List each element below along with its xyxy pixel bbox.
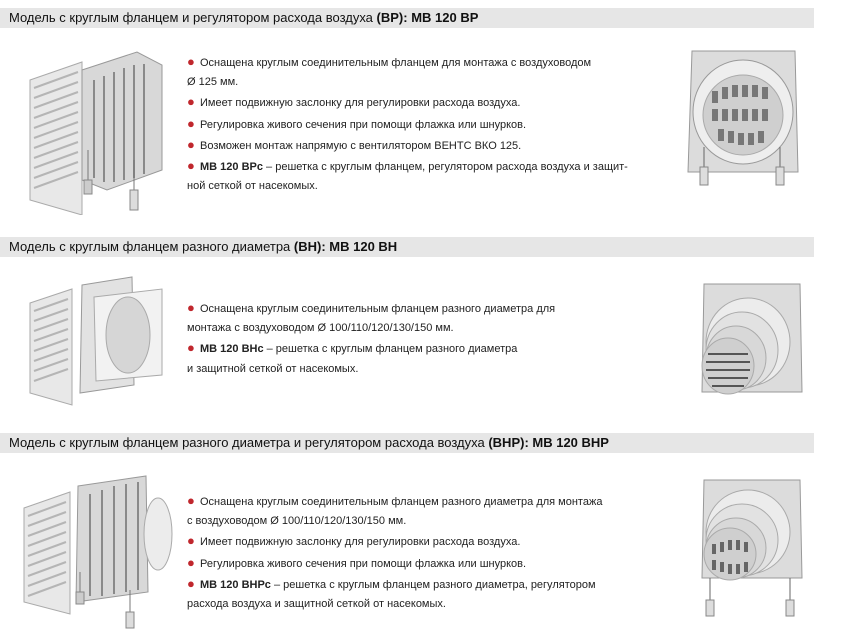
list-item: с воздуховодом Ø 100/110/120/130/150 мм. xyxy=(187,515,407,528)
exploded-grille-icon xyxy=(22,40,172,215)
section-2-bullets xyxy=(187,298,555,379)
section-1-title-model: (ВР): МВ 120 ВР xyxy=(376,10,479,25)
model-code: МВ 120 ВНс xyxy=(200,343,264,356)
list-item: ● МВ 120 ВРс – решетка с круглым фланцем, регулятором расхода воздуха и защит- xyxy=(187,156,628,177)
bullet-icon: ● xyxy=(187,533,195,549)
bullet-icon: ● xyxy=(187,136,195,152)
section-2-header xyxy=(0,237,814,257)
exploded-grille-icon xyxy=(18,472,178,632)
list-item: ● Регулировка живого сечения при помощи флажка или шнурков. xyxy=(187,114,628,135)
list-item: ной сеткой от насекомых. xyxy=(187,180,318,193)
section-3-bullets xyxy=(187,491,602,614)
list-item: ● Оснащена круглым соединительным фланцем разного диаметра для xyxy=(187,298,555,319)
list-item: и защитной сеткой от насекомых. xyxy=(187,362,359,375)
list-item: Ø 125 мм. xyxy=(187,76,239,89)
list-item: ● МВ 120 ВНс – решетка с круглым фланцем разного диаметра xyxy=(187,338,555,359)
list-item: ● Оснащена круглым соединительным фланцем для монтажа с воздуховодом xyxy=(187,52,628,73)
section-3-title: Модель с круглым фланцем разного диаметра и регулятором расхода воздуха xyxy=(9,435,489,450)
bullet-icon: ● xyxy=(187,115,195,131)
list-item: ● Регулировка живого сечения при помощи флажка или шнурков. xyxy=(187,553,602,574)
bullet-icon: ● xyxy=(187,158,195,174)
section-2-title: Модель с круглым фланцем разного диаметра xyxy=(9,239,294,254)
list-item: монтажа с воздуховодом Ø 100/110/120/130/150 мм. xyxy=(187,322,454,335)
section-1-header xyxy=(0,8,814,28)
section-2-title-model: (ВН): МВ 120 ВН xyxy=(293,239,398,254)
bullet-icon: ● xyxy=(187,493,195,508)
section-3-title-model: (ВНР): МВ 120 ВНР xyxy=(488,435,609,450)
assembled-grille-icon xyxy=(680,47,805,192)
list-item: ● Имеет подвижную заслонку для регулировки расхода воздуха. xyxy=(187,92,628,113)
section-3-header xyxy=(0,433,814,453)
list-item: ● Оснащена круглым соединительным фланцем разного диаметра для монтажа xyxy=(187,491,602,512)
bullet-icon: ● xyxy=(187,54,195,69)
bullet-icon: ● xyxy=(187,575,195,591)
bullet-icon: ● xyxy=(187,554,195,570)
bullet-icon: ● xyxy=(187,340,195,356)
list-item: расхода воздуха и защитной сеткой от насекомых. xyxy=(187,598,446,611)
model-code: МВ 120 ВНРс xyxy=(200,578,271,591)
list-item: ● Возможен монтаж напрямую с вентилятором ВЕНТС ВКО 125. xyxy=(187,135,628,156)
list-item: ● Имеет подвижную заслонку для регулировки расхода воздуха. xyxy=(187,531,602,552)
model-code: МВ 120 ВРс xyxy=(200,161,263,174)
section-1-bullets xyxy=(187,52,628,196)
bullet-icon: ● xyxy=(187,94,195,110)
assembled-grille-icon xyxy=(690,282,805,407)
list-item: ● МВ 120 ВНРс – решетка с круглым фланцем разного диаметра, регулятором xyxy=(187,574,602,595)
assembled-grille-icon xyxy=(690,478,805,628)
section-1-title: Модель с круглым фланцем и регулятором расхода воздуха xyxy=(9,10,377,25)
bullet-icon: ● xyxy=(187,300,195,315)
exploded-grille-icon xyxy=(22,275,172,410)
